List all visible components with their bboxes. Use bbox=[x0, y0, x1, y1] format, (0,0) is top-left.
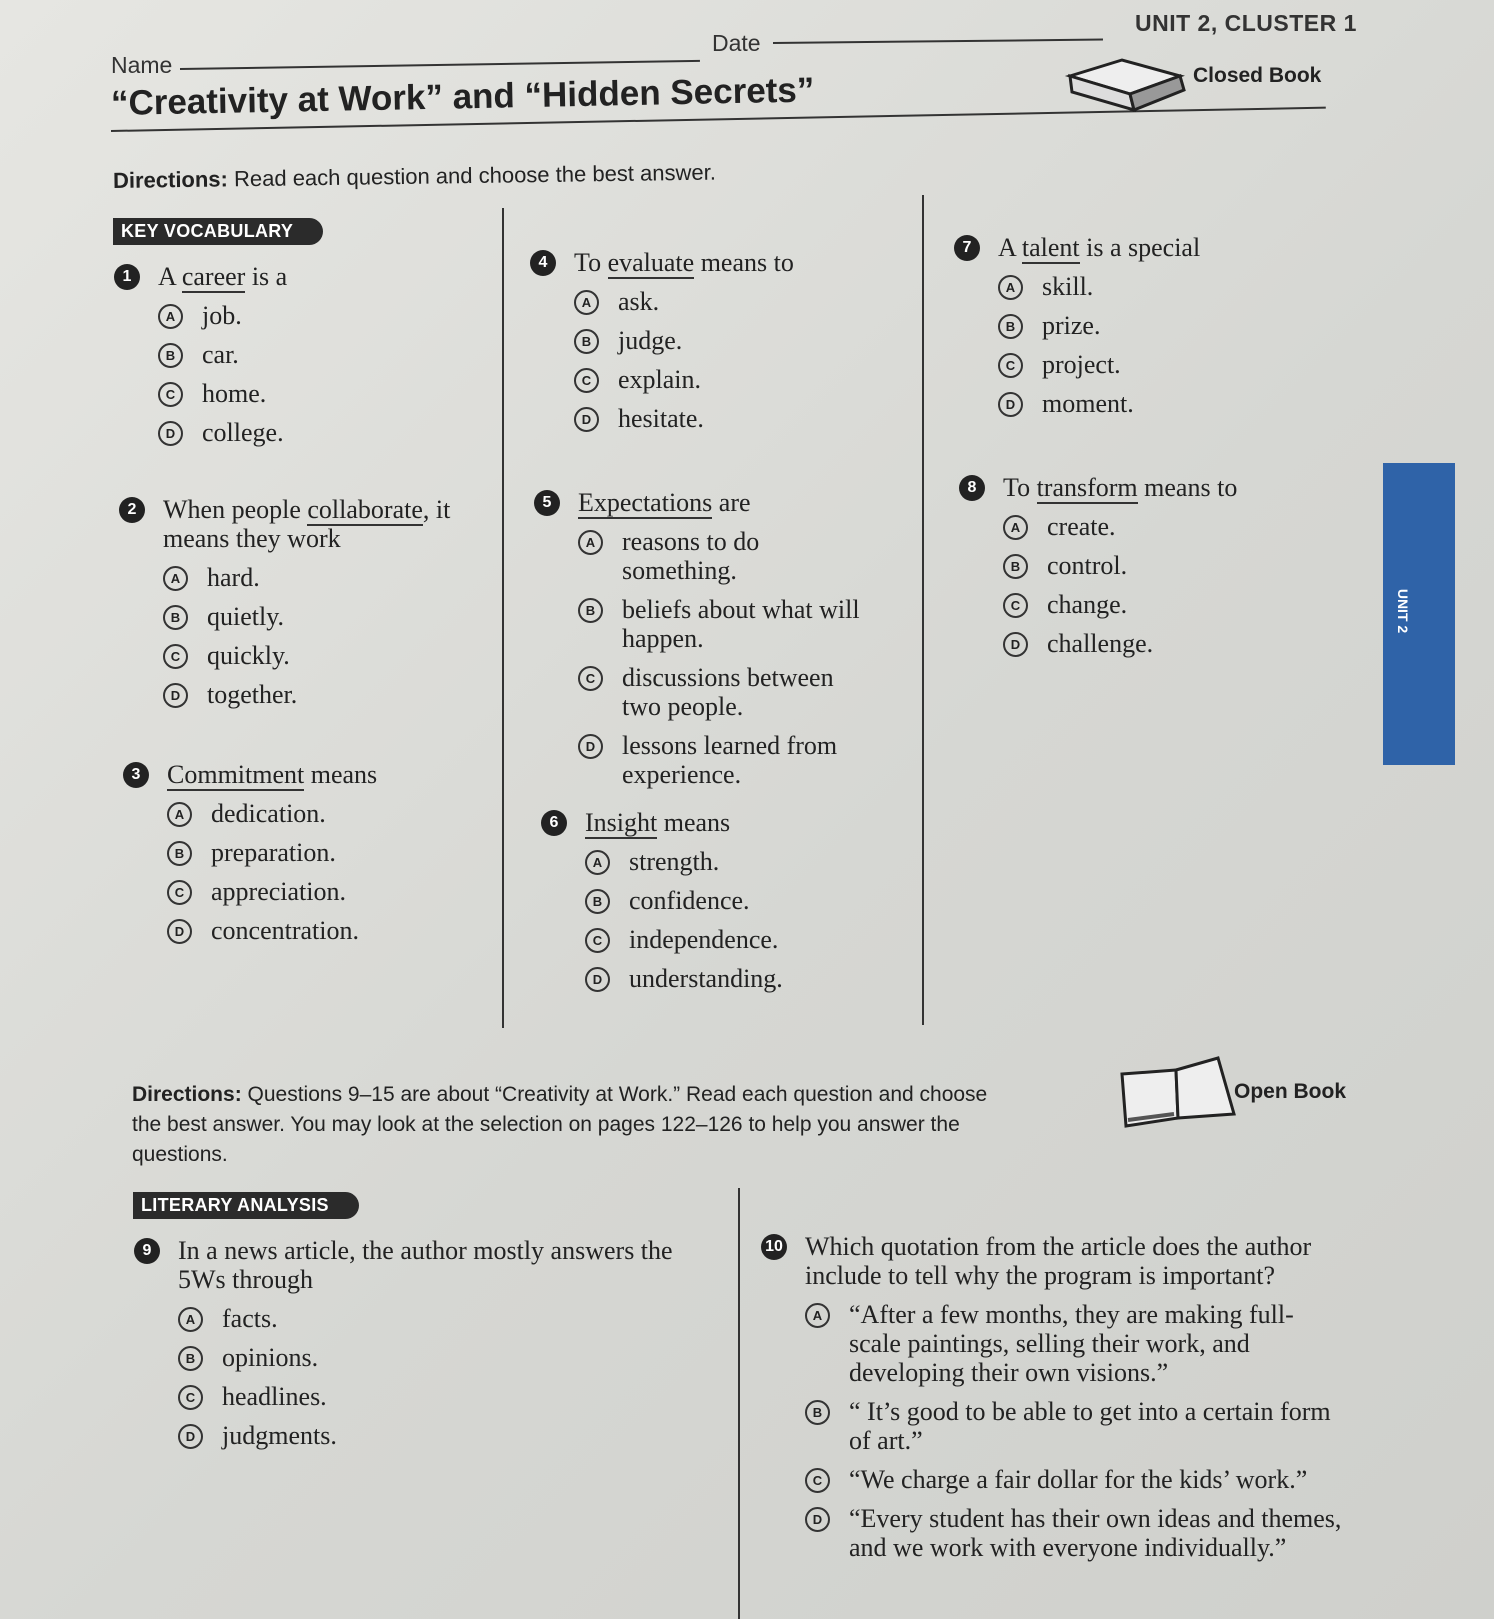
answer-bubble-icon[interactable]: D bbox=[167, 919, 192, 944]
answer-bubble-icon[interactable]: C bbox=[178, 1385, 203, 1410]
answer-option-b[interactable] bbox=[163, 602, 453, 631]
stem-text-line2: means they work bbox=[163, 524, 341, 553]
question-7 bbox=[962, 233, 1288, 418]
answer-bubble-icon[interactable]: B bbox=[178, 1346, 203, 1371]
directions-1 bbox=[113, 160, 716, 194]
stem-text: When people bbox=[163, 495, 308, 524]
question-1 bbox=[122, 262, 448, 447]
answer-bubble-icon[interactable]: C bbox=[1003, 593, 1028, 618]
answer-bubble-icon[interactable]: B bbox=[158, 343, 183, 368]
answer-option-a[interactable] bbox=[158, 301, 448, 330]
stem-text: , it bbox=[422, 495, 451, 524]
answer-option-d[interactable] bbox=[578, 731, 878, 789]
vocabulary-word: evaluate bbox=[607, 248, 695, 277]
answer-option-d[interactable] bbox=[167, 916, 457, 945]
unit-side-tab-label: UNIT 2 bbox=[1395, 588, 1411, 634]
stem-text: A bbox=[998, 233, 1022, 262]
answer-option-c[interactable] bbox=[167, 877, 457, 906]
answer-option-text: strength. bbox=[629, 847, 720, 876]
answer-bubble-icon[interactable]: D bbox=[163, 683, 188, 708]
answer-option-text: project. bbox=[1042, 350, 1121, 379]
answer-option-text: job. bbox=[202, 301, 242, 330]
stem-text: means to bbox=[1137, 473, 1238, 502]
column-divider-3 bbox=[738, 1188, 740, 1619]
stem-text: means to bbox=[694, 248, 794, 277]
page-title: “Creativity at Work” and “Hidden Secrets” bbox=[110, 70, 815, 123]
answer-bubble-icon[interactable]: B bbox=[578, 598, 603, 623]
question-7-stem bbox=[962, 233, 1288, 262]
answer-option-b[interactable] bbox=[998, 311, 1288, 340]
answer-option-a[interactable] bbox=[805, 1300, 1345, 1387]
directions-1-text: Read each question and choose the best answer. bbox=[227, 159, 717, 192]
stem-text: Which quotation from the article does the author include to tell why the program is important? bbox=[805, 1232, 1312, 1290]
question-5 bbox=[542, 488, 878, 789]
answer-bubble-icon[interactable]: C bbox=[167, 880, 192, 905]
answer-option-text: challenge. bbox=[1047, 629, 1154, 658]
answer-option-text: concentration. bbox=[211, 916, 359, 945]
question-4-stem bbox=[538, 248, 864, 277]
answer-bubble-icon[interactable]: B bbox=[163, 605, 188, 630]
answer-option-text: “ It’s good to be able to get into a certain form of art.” bbox=[849, 1397, 1331, 1455]
closed-book-icon bbox=[1062, 54, 1192, 118]
answer-bubble-icon[interactable]: C bbox=[163, 644, 188, 669]
question-2 bbox=[127, 495, 453, 709]
answer-option-b[interactable] bbox=[178, 1343, 698, 1372]
answer-bubble-icon[interactable]: A bbox=[1003, 515, 1028, 540]
answer-bubble-icon[interactable]: D bbox=[1003, 632, 1028, 657]
question-number-badge: 5 bbox=[534, 490, 560, 516]
stem-text: A bbox=[158, 262, 182, 291]
question-number-badge: 8 bbox=[959, 475, 985, 501]
answer-bubble-icon[interactable]: A bbox=[805, 1303, 830, 1328]
answer-option-text: hard. bbox=[207, 563, 260, 592]
answer-option-text: “After a few months, they are making full-scale paintings, selling their work, and developing their own visions.” bbox=[849, 1300, 1294, 1387]
answer-option-d[interactable] bbox=[585, 964, 875, 993]
open-book-label: Open Book bbox=[1234, 1080, 1347, 1103]
stem-text: To bbox=[574, 248, 608, 277]
answer-option-c[interactable] bbox=[574, 365, 864, 394]
answer-bubble-icon[interactable]: B bbox=[585, 889, 610, 914]
answer-bubble-icon[interactable]: B bbox=[574, 329, 599, 354]
answer-option-text: opinions. bbox=[222, 1343, 319, 1372]
answer-option-d[interactable] bbox=[178, 1421, 698, 1450]
question-9-stem bbox=[142, 1236, 698, 1294]
directions-1-bold: Directions: bbox=[112, 166, 229, 193]
answer-option-text: lessons learned from experience. bbox=[622, 731, 838, 789]
answer-option-c[interactable] bbox=[1003, 590, 1293, 619]
answer-bubble-icon[interactable]: A bbox=[578, 530, 603, 555]
answer-bubble-icon[interactable]: A bbox=[163, 566, 188, 591]
answer-option-b[interactable] bbox=[805, 1397, 1345, 1455]
answer-bubble-icon[interactable]: C bbox=[998, 353, 1023, 378]
name-field-line[interactable] bbox=[180, 60, 700, 70]
column-divider-2 bbox=[922, 195, 924, 1025]
answer-bubble-icon[interactable]: C bbox=[578, 666, 603, 691]
question-number-badge: 4 bbox=[530, 250, 556, 276]
stem-text: To bbox=[1003, 473, 1037, 502]
stem-text: means bbox=[657, 808, 731, 837]
answer-option-text: independence. bbox=[629, 925, 779, 954]
answer-option-text: facts. bbox=[222, 1304, 278, 1333]
name-label: Name bbox=[111, 52, 173, 78]
answer-bubble-icon[interactable]: D bbox=[585, 967, 610, 992]
answer-bubble-icon[interactable]: A bbox=[167, 802, 192, 827]
question-2-stem bbox=[127, 495, 453, 553]
answer-option-c[interactable] bbox=[998, 350, 1288, 379]
answer-option-text: judge. bbox=[618, 326, 683, 355]
answer-option-text: control. bbox=[1047, 551, 1128, 580]
column-divider-1 bbox=[502, 208, 504, 1028]
answer-bubble-icon[interactable]: A bbox=[178, 1307, 203, 1332]
answer-option-a[interactable] bbox=[998, 272, 1288, 301]
answer-option-c[interactable] bbox=[158, 379, 448, 408]
answer-option-text: preparation. bbox=[211, 838, 336, 867]
closed-book-label: Closed Book bbox=[1193, 64, 1322, 87]
answer-option-d[interactable] bbox=[158, 418, 448, 447]
answer-option-c[interactable] bbox=[585, 925, 875, 954]
answer-option-text: discussions between two people. bbox=[622, 663, 834, 721]
answer-option-text: understanding. bbox=[629, 964, 783, 993]
question-6-stem bbox=[549, 808, 875, 837]
answer-option-text: judgments. bbox=[222, 1421, 337, 1450]
answer-option-text: create. bbox=[1047, 512, 1116, 541]
answer-bubble-icon[interactable]: D bbox=[158, 421, 183, 446]
open-book-icon bbox=[1118, 1054, 1238, 1134]
vocabulary-word: Commitment bbox=[167, 760, 305, 789]
date-label: Date bbox=[712, 30, 761, 56]
answer-option-b[interactable] bbox=[1003, 551, 1293, 580]
answer-option-text: home. bbox=[202, 379, 267, 408]
vocabulary-word: collaborate bbox=[307, 495, 423, 524]
directions-2-text: Questions 9–15 are about “Creativity at Work.” Read each question and choose the best answer. You may look at the selection on pages 122–126 to help you answer the questions. bbox=[132, 1083, 988, 1166]
answer-option-b[interactable] bbox=[585, 886, 875, 915]
answer-option-a[interactable] bbox=[1003, 512, 1293, 541]
vocabulary-word: career bbox=[181, 262, 246, 291]
question-8-stem bbox=[967, 473, 1293, 502]
answer-option-d[interactable] bbox=[163, 680, 453, 709]
question-10-stem bbox=[765, 1232, 1345, 1290]
question-number-badge: 7 bbox=[954, 235, 980, 261]
answer-option-d[interactable] bbox=[805, 1504, 1345, 1562]
answer-option-text: beliefs about what will happen. bbox=[622, 595, 860, 653]
vocabulary-word: talent bbox=[1021, 233, 1080, 262]
answer-bubble-icon[interactable]: A bbox=[158, 304, 183, 329]
stem-text: means bbox=[304, 760, 378, 789]
answer-bubble-icon[interactable]: D bbox=[805, 1507, 830, 1532]
answer-bubble-icon[interactable]: C bbox=[574, 368, 599, 393]
answer-bubble-icon[interactable]: A bbox=[574, 290, 599, 315]
answer-option-a[interactable] bbox=[574, 287, 864, 316]
answer-option-a[interactable] bbox=[178, 1304, 698, 1333]
answer-bubble-icon[interactable]: B bbox=[805, 1400, 830, 1425]
question-9 bbox=[142, 1236, 698, 1450]
unit-side-tab bbox=[1383, 463, 1455, 765]
directions-2 bbox=[132, 1080, 1012, 1170]
question-number-badge: 6 bbox=[541, 810, 567, 836]
stem-text: In a news article, the author mostly answers the 5Ws through bbox=[178, 1236, 673, 1294]
answer-option-text: explain. bbox=[618, 365, 702, 394]
question-number-badge: 2 bbox=[119, 497, 145, 523]
answer-bubble-icon[interactable]: C bbox=[158, 382, 183, 407]
answer-option-b[interactable] bbox=[574, 326, 864, 355]
answer-option-text: “Every student has their own ideas and themes, and we work with everyone individually.” bbox=[849, 1504, 1342, 1562]
question-number-badge: 10 bbox=[761, 1234, 787, 1260]
answer-bubble-icon[interactable]: D bbox=[998, 392, 1023, 417]
answer-option-text: moment. bbox=[1042, 389, 1134, 418]
answer-option-text: together. bbox=[207, 680, 298, 709]
question-10 bbox=[765, 1232, 1345, 1562]
answer-option-a[interactable] bbox=[578, 527, 878, 585]
answer-option-text: college. bbox=[202, 418, 284, 447]
answer-bubble-icon[interactable]: B bbox=[998, 314, 1023, 339]
answer-option-text: “We charge a fair dollar for the kids’ work.” bbox=[849, 1465, 1308, 1494]
stem-text: is a bbox=[245, 262, 288, 291]
answer-option-text: appreciation. bbox=[211, 877, 346, 906]
answer-option-text: reasons to do something. bbox=[622, 527, 760, 585]
answer-bubble-icon[interactable]: D bbox=[578, 734, 603, 759]
date-field-line[interactable] bbox=[773, 39, 1103, 44]
question-5-stem bbox=[542, 488, 878, 517]
stem-text: are bbox=[712, 488, 751, 517]
answer-option-c[interactable] bbox=[805, 1465, 1345, 1494]
stem-text: is a special bbox=[1079, 233, 1201, 262]
answer-bubble-icon[interactable]: A bbox=[585, 850, 610, 875]
question-3-stem bbox=[131, 760, 457, 789]
question-number-badge: 3 bbox=[123, 762, 149, 788]
answer-bubble-icon[interactable]: C bbox=[585, 928, 610, 953]
answer-option-b[interactable] bbox=[578, 595, 878, 653]
answer-bubble-icon[interactable]: B bbox=[167, 841, 192, 866]
answer-option-text: hesitate. bbox=[618, 404, 704, 433]
answer-option-b[interactable] bbox=[167, 838, 457, 867]
directions-2-bold: Directions: bbox=[132, 1083, 242, 1106]
answer-option-c[interactable] bbox=[578, 663, 878, 721]
answer-option-text: confidence. bbox=[629, 886, 750, 915]
answer-option-text: quietly. bbox=[207, 602, 285, 631]
answer-option-text: prize. bbox=[1042, 311, 1101, 340]
answer-option-c[interactable] bbox=[163, 641, 453, 670]
question-8 bbox=[967, 473, 1293, 658]
question-number-badge: 1 bbox=[114, 264, 140, 290]
answer-bubble-icon[interactable]: B bbox=[1003, 554, 1028, 579]
vocabulary-word: Expectations bbox=[578, 488, 713, 517]
answer-option-d[interactable] bbox=[574, 404, 864, 433]
answer-option-d[interactable] bbox=[998, 389, 1288, 418]
answer-bubble-icon[interactable]: D bbox=[178, 1424, 203, 1449]
answer-option-a[interactable] bbox=[585, 847, 875, 876]
unit-cluster-label: UNIT 2, CLUSTER 1 bbox=[1135, 10, 1357, 36]
answer-option-text: dedication. bbox=[211, 799, 326, 828]
answer-option-d[interactable] bbox=[1003, 629, 1293, 658]
answer-bubble-icon[interactable]: C bbox=[805, 1468, 830, 1493]
answer-option-text: skill. bbox=[1042, 272, 1094, 301]
answer-option-text: quickly. bbox=[207, 641, 290, 670]
answer-option-text: ask. bbox=[618, 287, 660, 316]
key-vocabulary-tag: KEY VOCABULARY bbox=[113, 218, 323, 245]
vocabulary-word: Insight bbox=[585, 808, 658, 837]
question-3 bbox=[131, 760, 457, 945]
answer-option-text: headlines. bbox=[222, 1382, 327, 1411]
answer-option-a[interactable] bbox=[167, 799, 457, 828]
answer-bubble-icon[interactable]: D bbox=[574, 407, 599, 432]
answer-option-text: car. bbox=[202, 340, 239, 369]
answer-option-text: change. bbox=[1047, 590, 1128, 619]
question-number-badge: 9 bbox=[134, 1238, 160, 1264]
answer-bubble-icon[interactable]: A bbox=[998, 275, 1023, 300]
literary-analysis-tag: LITERARY ANALYSIS bbox=[133, 1192, 359, 1219]
answer-option-a[interactable] bbox=[163, 563, 453, 592]
answer-option-b[interactable] bbox=[158, 340, 448, 369]
vocabulary-word: transform bbox=[1036, 473, 1138, 502]
question-6 bbox=[549, 808, 875, 993]
answer-option-c[interactable] bbox=[178, 1382, 698, 1411]
question-4 bbox=[538, 248, 864, 433]
question-1-stem bbox=[122, 262, 448, 291]
